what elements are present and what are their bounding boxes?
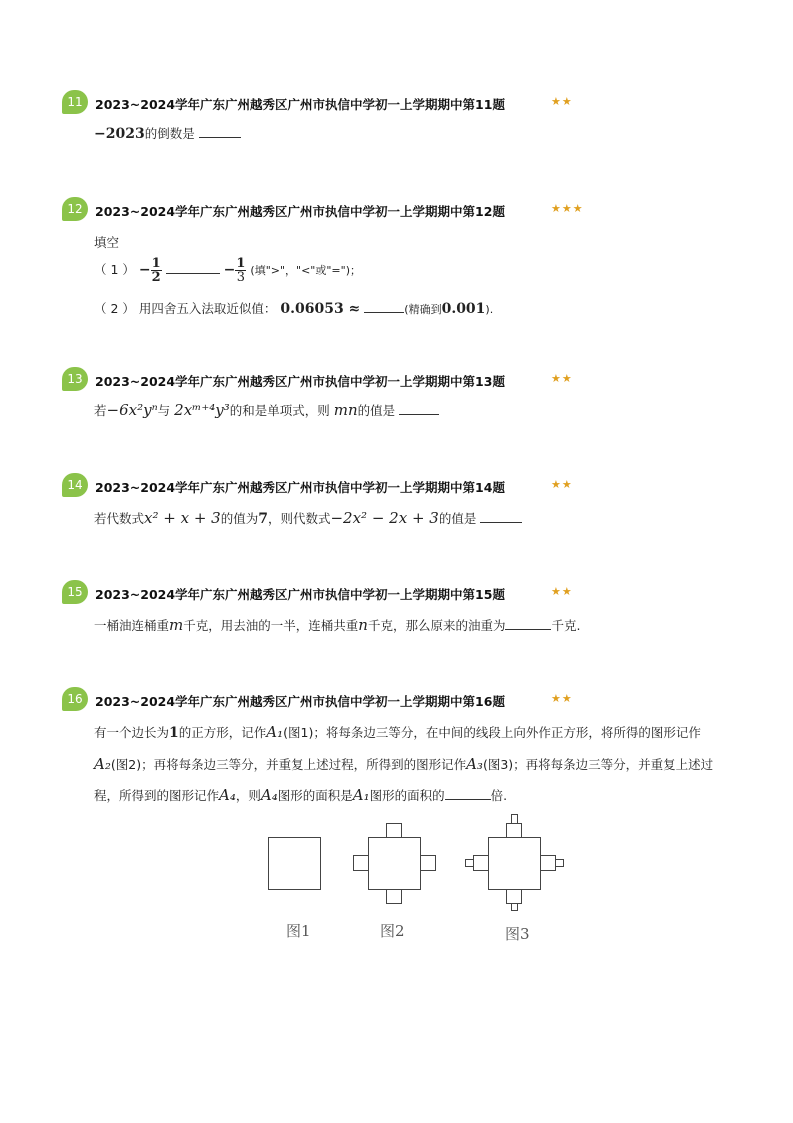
answer-blank[interactable]	[399, 402, 439, 415]
question-title: 2023~2024学年广东广州越秀区广州市执信中学初一上学期期中第16题	[95, 694, 505, 709]
figure-3-left-small-square	[465, 859, 474, 867]
figure-1-label: 图1	[286, 922, 311, 940]
figure-2-bottom-square	[386, 889, 402, 904]
answer-blank[interactable]	[364, 300, 404, 313]
question-body: 一桶油连桶重m千克，用去油的一半，连桶共重n千克，那么原来的油重为 千克.	[94, 616, 581, 634]
question-number-badge: 13	[62, 367, 88, 391]
question-11	[62, 90, 742, 142]
figure-3-right-square	[540, 855, 556, 871]
difficulty-stars: ★★	[551, 692, 573, 705]
answer-blank[interactable]	[199, 125, 241, 138]
question-title: 2023~2024学年广东广州越秀区广州市执信中学初一上学期期中第13题	[95, 374, 505, 389]
question-number-badge: 15	[62, 580, 88, 604]
question-body: 若−6x²yⁿ与 2xᵐ⁺⁴y³的和是单项式，则 mn的值是	[94, 401, 439, 419]
difficulty-stars: ★★★	[551, 202, 584, 215]
question-body: −2023的倒数是	[94, 124, 241, 142]
figure-3-top-small-square	[511, 814, 518, 824]
difficulty-stars: ★★	[551, 95, 573, 108]
figure-3-top-square	[506, 823, 522, 838]
answer-blank[interactable]	[480, 510, 522, 523]
figure-3-left-square	[473, 855, 489, 871]
question-16	[62, 687, 742, 804]
question-part-1: （ 1 ） − $\frac{1}{2}$ − $\frac{1}{3}$ (填">"，"<"或"=")；	[94, 256, 361, 285]
answer-blank[interactable]	[445, 787, 491, 800]
question-number-badge: 14	[62, 473, 88, 497]
figure-3-right-small-square	[555, 859, 564, 867]
figure-1-square	[268, 837, 321, 890]
figure-2-label: 图2	[380, 922, 405, 940]
question-title: 2023~2024学年广东广州越秀区广州市执信中学初一上学期期中第12题	[95, 204, 505, 219]
question-title: 2023~2024学年广东广州越秀区广州市执信中学初一上学期期中第11题	[95, 97, 505, 112]
question-number-badge: 16	[62, 687, 88, 711]
question-13	[62, 367, 742, 419]
question-title: 2023~2024学年广东广州越秀区广州市执信中学初一上学期期中第15题	[95, 587, 505, 602]
question-title: 2023~2024学年广东广州越秀区广州市执信中学初一上学期期中第14题	[95, 480, 505, 495]
figure-2-left-square	[353, 855, 369, 871]
square-figures	[262, 820, 582, 950]
question-14	[62, 473, 742, 527]
figure-3-bottom-square	[506, 889, 522, 904]
fraction: $\frac{1}{3}$	[236, 256, 246, 285]
question-part-2: （ 2 ） 用四舍五入法取近似值： 0.06053 ≈ (精确到0.001).	[94, 301, 494, 317]
figure-3-main-square	[488, 837, 541, 890]
fraction: $\frac{1}{2}$	[151, 256, 161, 285]
question-15	[62, 580, 742, 634]
figure-3-label: 图3	[505, 925, 530, 943]
question-12	[62, 197, 742, 317]
question-body: 有一个边长为1的正方形，记作A₁(图1)；将每条边三等分，在中间的线段上向外作正方形，将所得的图形记作A₂(图2)；再将每条边三等分，并重复上述过程，所得到的图形记作A₃(图3)；再将每条边三等分，并重复上述过程，所得到的图形记作A₄，则A₄图形的面积是A₁图形的面积的 倍.	[94, 723, 714, 804]
answer-blank[interactable]	[505, 617, 551, 630]
figure-2-right-square	[420, 855, 436, 871]
question-number-badge: 11	[62, 90, 88, 114]
answer-blank[interactable]	[166, 261, 220, 274]
question-intro: 填空	[94, 235, 120, 250]
difficulty-stars: ★★	[551, 585, 573, 598]
figure-2-main-square	[368, 837, 421, 890]
difficulty-stars: ★★	[551, 478, 573, 491]
figure-3-bottom-small-square	[511, 903, 518, 911]
question-number-badge: 12	[62, 197, 88, 221]
difficulty-stars: ★★	[551, 372, 573, 385]
question-body: 若代数式x² + x + 3的值为7，则代数式−2x² − 2x + 3的值是	[94, 509, 522, 527]
figure-2-top-square	[386, 823, 402, 838]
